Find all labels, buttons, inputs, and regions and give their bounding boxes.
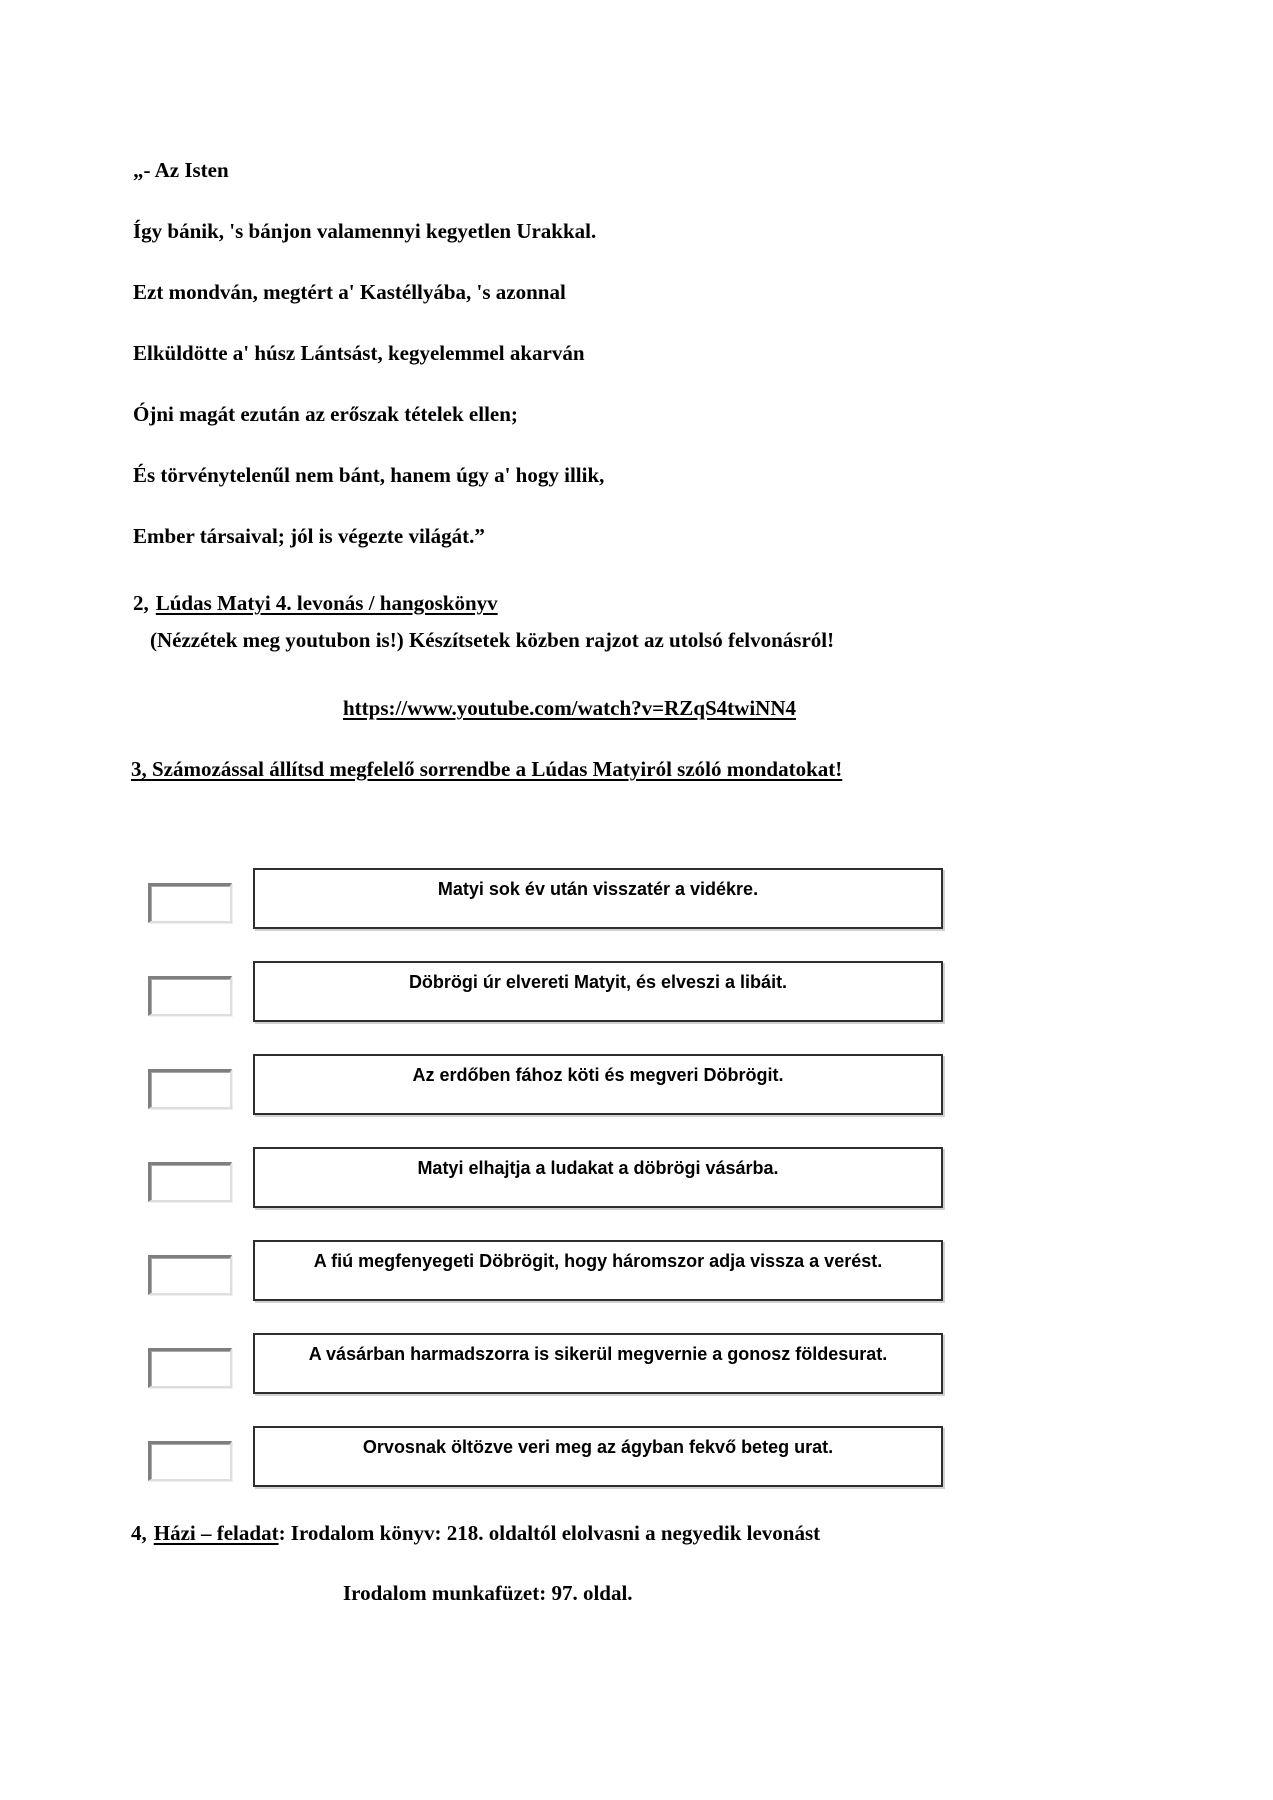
task3-heading: 3, Számozással állítsd megfelelő sorrendbe a Lúdas Matyiról szóló mondatokat!	[131, 757, 843, 781]
task2-heading	[133, 588, 498, 618]
poem-line: És törvénytelenűl nem bánt, hanem úgy a' hogy illik,	[133, 463, 605, 487]
sentence-box	[253, 1426, 943, 1487]
task4-heading	[131, 1518, 820, 1548]
poem-line: „- Az Isten	[133, 158, 229, 182]
sentence-box	[253, 1054, 943, 1115]
ordering-row	[0, 868, 1273, 961]
poem-line: Ójni magát ezután az erőszak tételek ellen;	[133, 402, 518, 426]
sentence-text: Matyi elhajtja a ludakat a döbrögi vásárba.	[417, 1158, 779, 1178]
sentence-box	[253, 1333, 943, 1394]
task4-label: Házi – feladat	[153, 1521, 279, 1545]
order-number-input[interactable]	[148, 1069, 232, 1109]
ordering-row	[0, 1147, 1273, 1240]
poem-line: Ember társaival; jól is végezte világát.”	[133, 524, 485, 548]
task2-number: 2,	[133, 591, 149, 615]
sentence-text: Matyi sok év után visszatér a vidékre.	[437, 879, 759, 899]
sentence-text: Az erdőben fához köti és megveri Döbrögit.	[412, 1065, 784, 1085]
order-number-input[interactable]	[148, 883, 232, 923]
ordering-row	[0, 1054, 1273, 1147]
order-number-input[interactable]	[148, 1441, 232, 1481]
ordering-row	[0, 1426, 1273, 1519]
sentence-box	[253, 961, 943, 1022]
task4-text: : Irodalom könyv: 218. oldaltól elolvasni a negyedik levonást	[278, 1521, 821, 1545]
youtube-link[interactable]: https://www.youtube.com/watch?v=RZqS4twiNN4	[343, 696, 796, 720]
task4-number: 4,	[131, 1521, 147, 1545]
sentence-text: Orvosnak öltözve veri meg az ágyban fekvő beteg urat.	[362, 1437, 834, 1457]
sentence-text: A vásárban harmadszorra is sikerül megvernie a gonosz földesurat.	[308, 1344, 888, 1364]
poem-line: Ezt mondván, megtért a' Kastéllyába, 's azonnal	[133, 280, 566, 304]
order-number-input[interactable]	[148, 1162, 232, 1202]
task2-title: Lúdas Matyi 4. levonás / hangoskönyv	[155, 591, 498, 615]
sentence-text: Döbrögi úr elvereti Matyit, és elveszi a libáit.	[408, 972, 788, 992]
task4-line2: Irodalom munkafüzet: 97. oldal.	[343, 1581, 633, 1605]
sentence-box	[253, 868, 943, 929]
order-number-input[interactable]	[148, 1255, 232, 1295]
ordering-row	[0, 1333, 1273, 1426]
poem-line: Elküldötte a' húsz Lántsást, kegyelemmel akarván	[133, 341, 585, 365]
order-number-input[interactable]	[148, 976, 232, 1016]
ordering-row	[0, 961, 1273, 1054]
ordering-row	[0, 1240, 1273, 1333]
sentence-box	[253, 1147, 943, 1208]
sentence-box	[253, 1240, 943, 1301]
poem-block	[133, 140, 1133, 567]
sentence-text: A fiú megfenyegeti Döbrögit, hogy háromszor adja vissza a verést.	[313, 1251, 883, 1271]
task2-note: (Nézzétek meg youtubon is!) Készítsetek közben rajzot az utolsó felvonásról!	[150, 628, 835, 652]
poem-line: Így bánik, 's bánjon valamennyi kegyetlen Urakkal.	[133, 219, 597, 243]
order-number-input[interactable]	[148, 1348, 232, 1388]
